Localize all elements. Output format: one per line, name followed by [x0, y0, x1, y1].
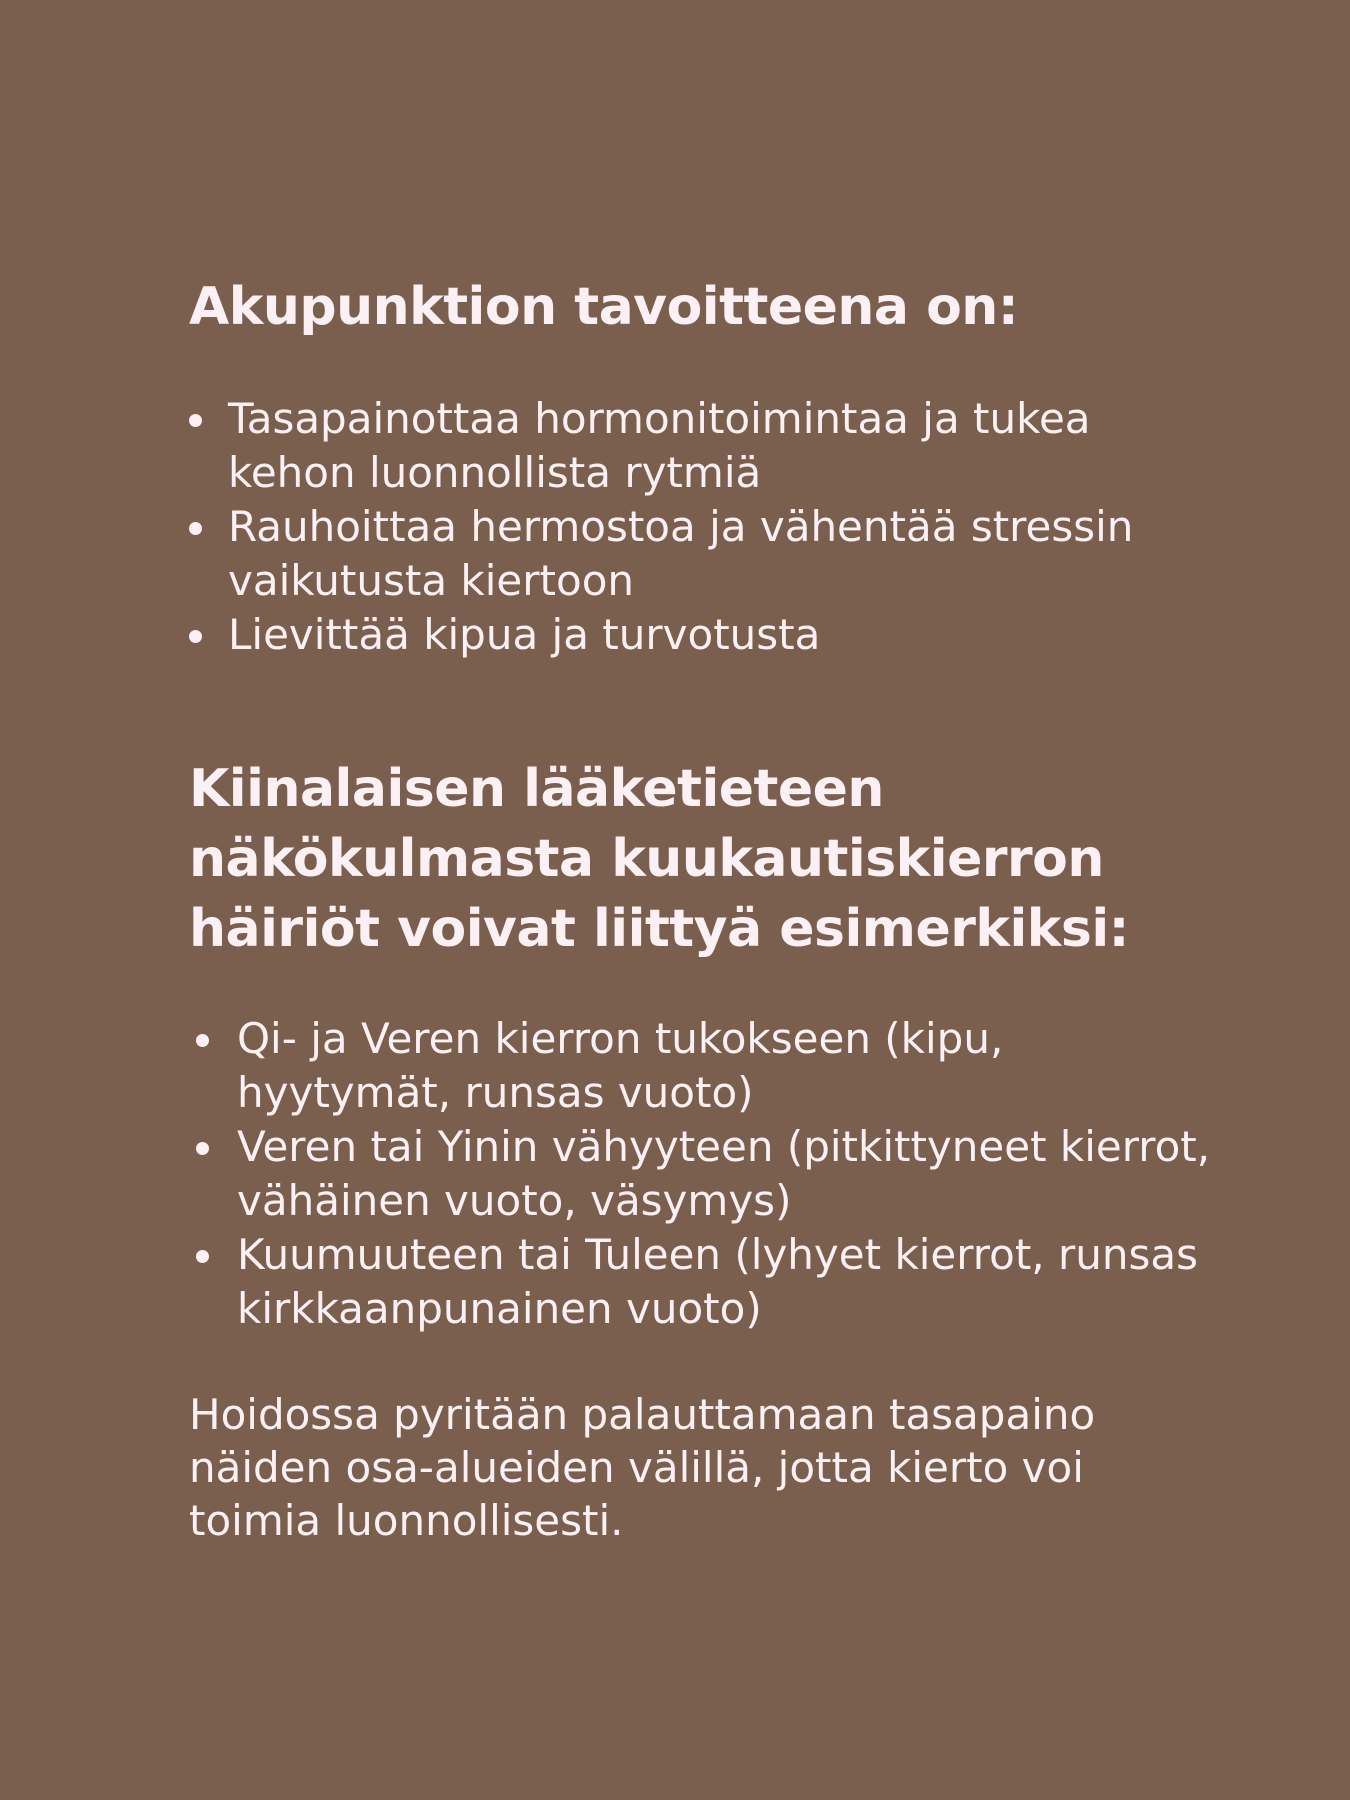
bullet-icon	[189, 522, 202, 535]
disorders-list	[189, 1012, 1229, 1336]
list-item	[189, 500, 1229, 608]
list-item-text: Tasapainottaa hormonitoimintaa ja tukea kehon luonnollista rytmiä	[228, 394, 1091, 497]
bullet-icon	[196, 1250, 209, 1263]
bullet-icon	[189, 630, 202, 643]
list-item	[189, 1228, 1229, 1336]
list-item	[189, 1012, 1229, 1120]
list-item	[189, 608, 1229, 662]
goals-list	[189, 392, 1229, 662]
closing-paragraph: Hoidossa pyritään palauttamaan tasapaino näiden osa-alueiden välillä, jotta kierto voi toimia luonnollisesti.	[189, 1390, 1096, 1545]
content	[189, 272, 1229, 1547]
bullet-icon	[196, 1034, 209, 1047]
list-item-text: Rauhoittaa hermostoa ja vähentää stressin vaikutusta kiertoon	[228, 502, 1134, 605]
list-item	[189, 1120, 1229, 1228]
list-item-text: Veren tai Yinin vähyyteen (pitkittyneet kierrot, vähäinen vuoto, väsymys)	[237, 1122, 1211, 1225]
list-item-text: Qi- ja Veren kierron tukokseen (kipu, hyytymät, runsas vuoto)	[237, 1014, 1004, 1117]
heading-acupuncture-goals: Akupunktion tavoitteena on:	[189, 277, 1019, 337]
bullet-icon	[196, 1142, 209, 1155]
list-item	[189, 392, 1229, 500]
list-item-text: Lievittää kipua ja turvotusta	[228, 610, 821, 659]
heading-chinese-medicine: Kiinalaisen lääketieteen näkökulmasta kuukautiskierron häiriöt voivat liittyä esimerkiksi:	[189, 759, 1129, 959]
list-item-text: Kuumuuteen tai Tuleen (lyhyet kierrot, runsas kirkkaanpunainen vuoto)	[237, 1230, 1199, 1333]
bullet-icon	[189, 414, 202, 427]
